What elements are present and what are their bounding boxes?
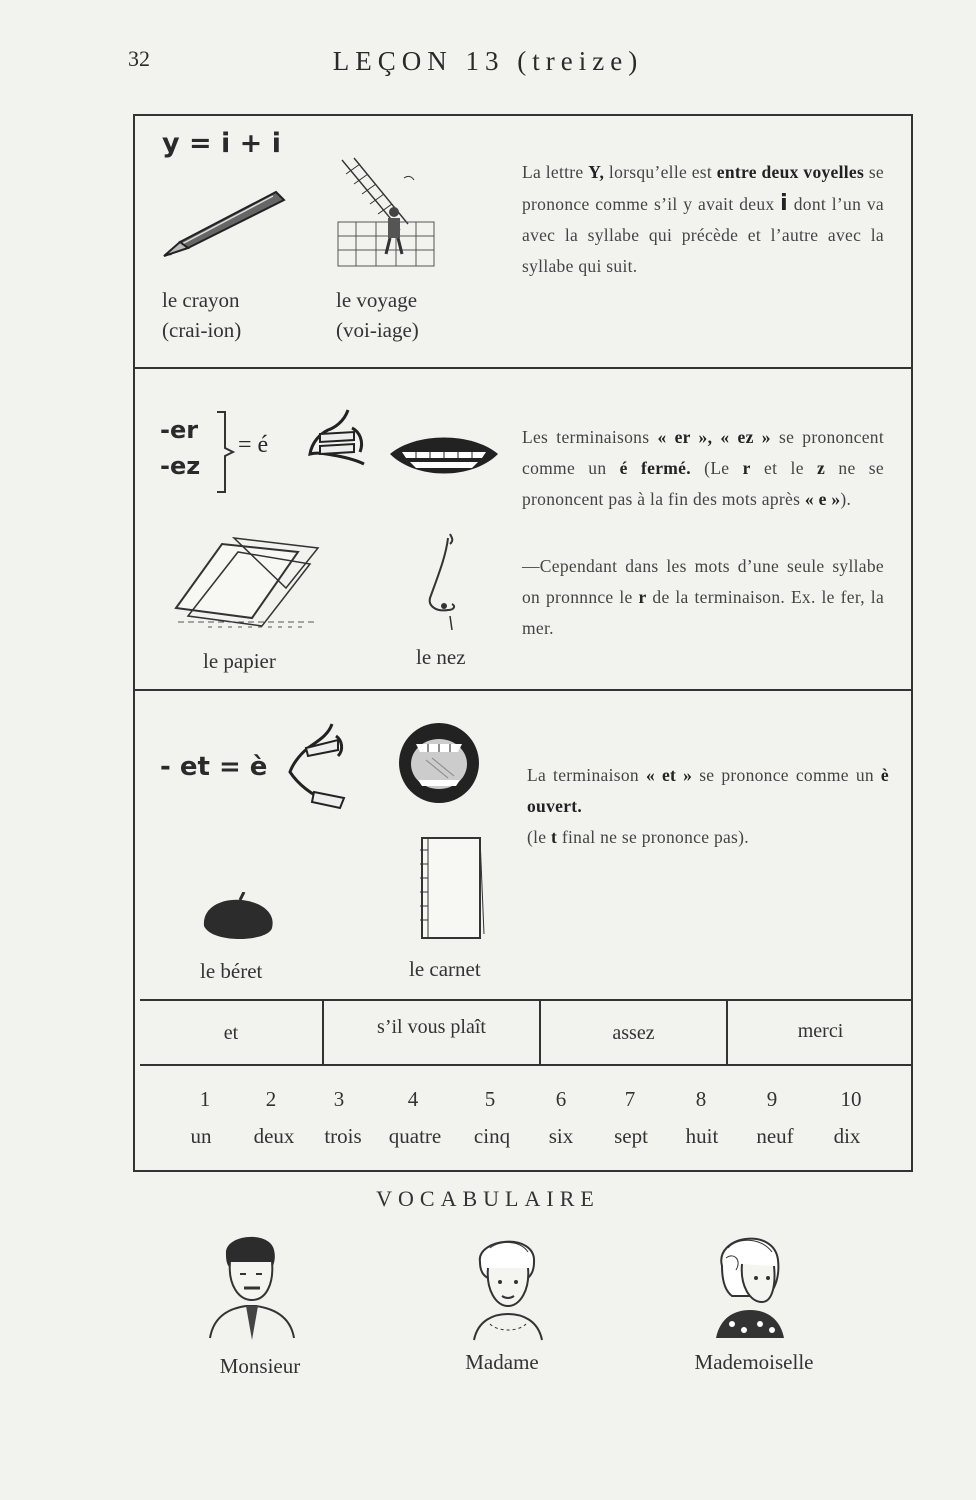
number-digit: 9 [766,1087,778,1111]
papers-illustration [168,530,328,630]
girl-portrait-illustration [710,1226,790,1340]
nose-illustration [420,532,470,632]
ending-er: -er [160,416,199,444]
page-number: 32 [128,46,150,71]
number-word: cinq [473,1124,511,1148]
beret-illustration [200,892,278,946]
number-word: neuf [756,1124,794,1148]
y-rule-text: La lettre Y, lorsqu’elle est entre deux voyelles se prononce comme s’il y avait deux i dont l’un va avec la syllabe qui précède et l’autre avec la syllabe qui suit. [522,162,884,276]
vocabulary-title: VOCABULAIRE [376,1186,600,1211]
divider [140,999,913,1001]
number-digit: 6 [555,1087,567,1111]
divider [133,689,913,691]
number-digit: 5 [484,1087,496,1111]
number-digit: 4 [407,1087,419,1111]
number-word: six [548,1124,574,1148]
number-digit: 8 [695,1087,707,1111]
vocab-madame: Madame [465,1350,539,1374]
pencil-illustration [158,188,288,260]
example-word: le nez [416,645,466,669]
er-ez-rule-text: Les terminaisons « er », « ez » se prononcent comme un é fermé. (Le r et le z ne se prononcent pas à la fin des mots après « e »). [522,427,884,509]
example-word: le crayon [162,288,240,312]
et-formula: - et = è [160,752,268,782]
example-word: le béret [200,959,263,983]
number-digit: 7 [624,1087,636,1111]
et-rule-text: La terminaison « et » se prononce comme un è ouvert. (le t final ne se prononce pas). [527,765,889,847]
woman-portrait-illustration [470,1232,546,1342]
number-digit: 10 [840,1087,862,1111]
example-pronunciation: (crai-ion) [162,318,242,343]
er-exception-text: —Cependant dans les mots d’une seule syllabe on pronnnce le r de la terminaison. Ex. le fer, la mer. [522,556,885,638]
open-mouth-profile-illustration [286,722,352,818]
number-word: trois [324,1124,362,1148]
number-digit: 3 [333,1087,345,1111]
er-ez-endings [160,412,200,484]
man-portrait-illustration [204,1228,300,1344]
word-cell: merci [797,1020,844,1042]
number-digit: 2 [265,1087,277,1111]
word-cell: s’il vous plaît [377,1016,486,1038]
number-word: dix [833,1124,861,1148]
divider [133,367,913,369]
example-word: le papier [203,649,276,673]
ship-voyage-illustration [330,152,440,272]
word-cell: et [223,1022,239,1044]
divider [140,1064,913,1066]
brace [215,410,235,494]
y-formula: y = i + i [162,128,281,159]
number-word: huit [685,1124,719,1148]
example-pronunciation: (voi-iage) [336,318,419,343]
smiling-mouth-illustration [386,430,502,482]
mouth-profile-illustration [304,408,372,472]
number-word: quatre [388,1124,442,1148]
number-word: un [190,1124,212,1148]
vocab-monsieur: Monsieur [219,1354,301,1378]
example-word: le voyage [336,288,418,312]
number-word: sept [614,1124,648,1148]
number-word: deux [253,1124,295,1148]
notebook-illustration [410,830,486,944]
number-digit: 1 [199,1087,211,1111]
vocab-mademoiselle: Mademoiselle [694,1350,814,1374]
lesson-title: LEÇON 13 (treize) [332,46,644,76]
word-cell: assez [612,1022,655,1044]
example-word: le carnet [409,957,481,981]
ending-ez: -ez [160,452,201,480]
closed-e-result: = é [238,432,269,458]
open-mouth-front-illustration [396,720,482,806]
